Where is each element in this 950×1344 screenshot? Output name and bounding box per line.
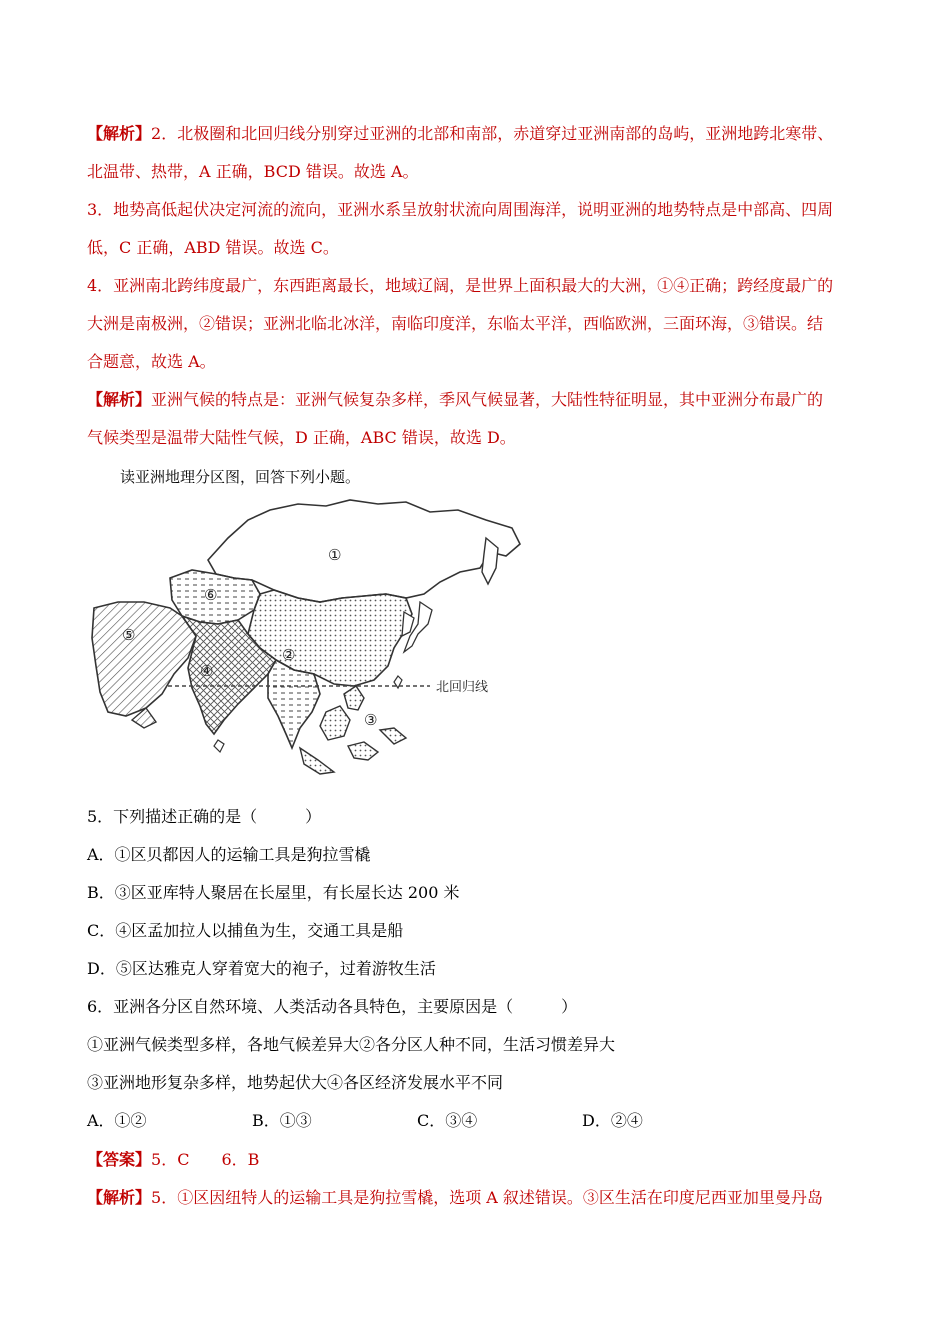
- analysis-5-line-1: 【解析】5．①区因纽特人的运输工具是狗拉雪橇，选项 A 叙述错误。③区生活在印度尼西亚加里曼丹岛: [87, 1188, 823, 1207]
- region-label-5: ⑤: [122, 626, 136, 644]
- sri-lanka: [214, 740, 224, 752]
- q6-stem: 6．亚洲各分区自然环境、人类活动各具特色，主要原因是（ ）: [87, 997, 578, 1016]
- answer-line: 【答案】5．C 6．B: [87, 1150, 260, 1169]
- analysis-climate-line-2: 气候类型是温带大陆性气候，D 正确，ABC 错误，故选 D。: [87, 428, 516, 447]
- analysis-4-line-1: 4．亚洲南北跨纬度最广，东西距离最长，地域辽阔，是世界上面积最大的大洲，①④正确；跨经度最广的: [87, 276, 834, 295]
- tropic-of-cancer-label: 北回归线: [436, 680, 489, 695]
- region-3-southeast-asia-mainland: [268, 660, 320, 748]
- q6-option-c: C．③④: [417, 1111, 478, 1130]
- answer-tag: 【答案】: [87, 1150, 152, 1169]
- asia-regions-map: [88, 498, 528, 794]
- region-label-1: ①: [328, 546, 342, 564]
- q5-option-d: D．⑤区达雅克人穿着宽大的袍子，过着游牧生活: [87, 959, 436, 978]
- q6-option-d: D．②④: [582, 1111, 643, 1130]
- analysis-tag: 【解析】: [87, 1188, 152, 1207]
- analysis-3-line-2: 低，C 正确，ABD 错误。故选 C。: [87, 238, 339, 257]
- q6-statement-1: ①亚洲气候类型多样，各地气候差异大②各分区人种不同，生活习惯差异大: [87, 1035, 616, 1054]
- q5-option-a: A．①区贝都因人的运输工具是狗拉雪橇: [87, 845, 371, 864]
- analysis-2-line-1: 【解析】2．北极圈和北回归线分别穿过亚洲的北部和南部，赤道穿过亚洲南部的岛屿，亚洲地跨北寒带、: [87, 124, 834, 143]
- q6-option-b: B．①③: [252, 1111, 312, 1130]
- analysis-tag: 【解析】: [87, 124, 152, 143]
- map-intro: 读亚洲地理分区图，回答下列小题。: [120, 468, 361, 486]
- region-label-3: ③: [364, 711, 378, 729]
- region-5-west-asia: [92, 602, 196, 716]
- analysis-4-line-2: 大洲是南极洲，②错误；亚洲北临北冰洋，南临印度洋，东临太平洋，西临欧洲，三面环海，③错误。结: [87, 314, 824, 333]
- q5-stem: 5．下列描述正确的是（ ）: [87, 807, 322, 826]
- region-label-6: ⑥: [204, 586, 218, 604]
- q6-statement-2: ③亚洲地形复杂多样，地势起伏大④各区经济发展水平不同: [87, 1073, 504, 1092]
- q6-option-a: A．①②: [87, 1111, 147, 1130]
- analysis-2-line-2: 北温带、热带，A 正确，BCD 错误。故选 A。: [87, 162, 419, 181]
- analysis-tag: 【解析】: [87, 390, 152, 409]
- analysis-3-line-1: 3．地势高低起伏决定河流的流向，亚洲水系呈放射状流向周围海洋，说明亚洲的地势特点是中部高、四周: [87, 200, 834, 219]
- analysis-climate-line-1: 【解析】亚洲气候的特点是：亚洲气候复杂多样，季风气候显著，大陆性特征明显，其中亚洲分布最广的: [87, 390, 824, 409]
- q5-option-b: B．③区亚库特人聚居在长屋里，有长屋长达 200 米: [87, 883, 460, 902]
- region-label-4: ④: [200, 662, 214, 680]
- q5-option-c: C．④区孟加拉人以捕鱼为生，交通工具是船: [87, 921, 404, 940]
- analysis-4-line-3: 合题意，故选 A。: [87, 352, 216, 371]
- region-label-2: ②: [282, 646, 296, 664]
